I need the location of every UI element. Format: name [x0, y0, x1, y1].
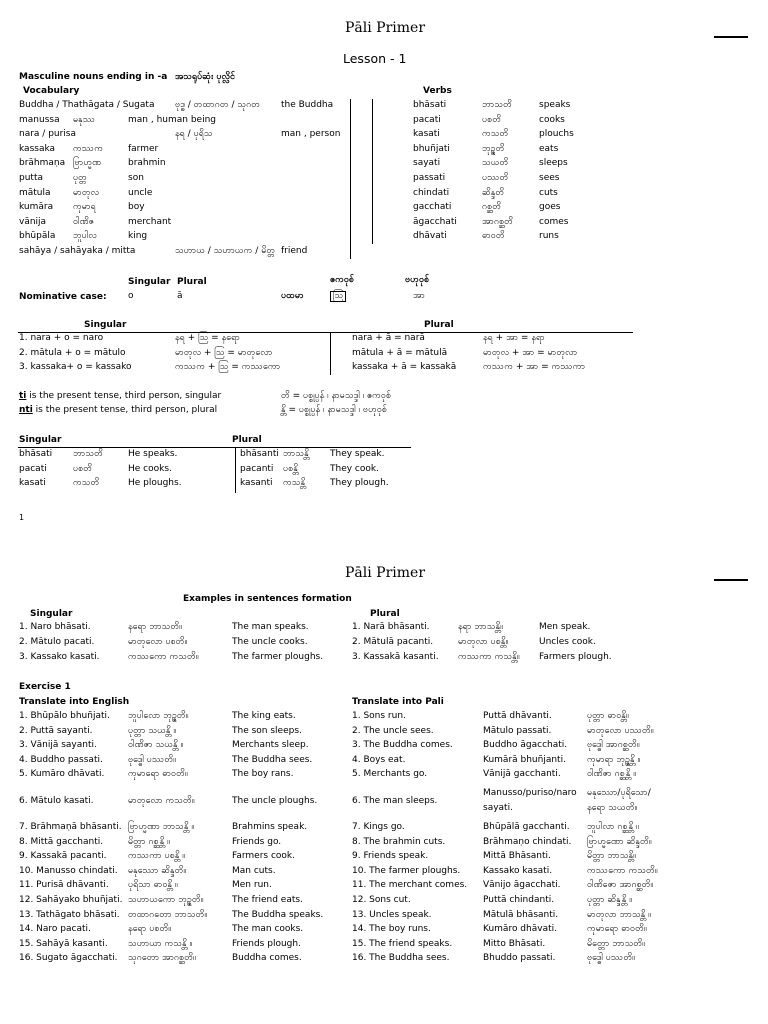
declension-singular-label: Singular — [84, 320, 127, 330]
exercise-myanmar-answer: ဘူပါလာ ဂစ္ဆန္တိ ။ — [587, 822, 639, 832]
exercise-pali: 14. Naro pacati. — [19, 924, 91, 935]
exercise-pali-answer: Vānijo āgacchati. — [483, 880, 561, 891]
exercise-row6-cell: Manusso/puriso/naro — [483, 788, 577, 798]
nominative-sing-ending: o — [128, 291, 134, 301]
ti-note-my: တိ = ပစ္စုပ္ပန် ၊ နာမသဒ္ဒါ ၊ ဧကဝုစ် — [281, 391, 392, 401]
exercise-myanmar-answer: ပုတ္တာ ဓာဝန္တိ။ — [587, 711, 629, 721]
exercise-pali: 4. Buddho passati. — [19, 754, 103, 765]
exercise-pali-answer: Bhuddo passati. — [483, 953, 556, 964]
exercise-pali: 11. Purisā dhāvanti. — [19, 880, 109, 891]
exercise-english: The son sleeps. — [232, 725, 302, 736]
conj-pali-plural: pacanti — [240, 463, 274, 474]
verb-myanmar: ဆိန္ဒတိ — [482, 187, 505, 198]
exercise-english-prompt: 3. The Buddha comes. — [352, 740, 453, 751]
exercise-pali-answer: Mātulo passati. — [483, 725, 552, 736]
declension-plural-my: မာတုလ + အာ = မာတုလာ — [483, 347, 578, 358]
verb-myanmar: အာဂစ္ဆတိ — [482, 216, 513, 227]
exercise-english-prompt: 9. Friends speak. — [352, 851, 429, 862]
declension-singular: 3. kassaka+ o = kassako — [19, 362, 132, 372]
exercise-pali-answer: Mittā Bhāsanti. — [483, 851, 551, 862]
example-pali-plural: 2. Mātulā pacanti. — [352, 637, 434, 647]
vocab-pali: mātula — [19, 187, 51, 198]
exercise-myanmar-answer: ကုမာရာ ဘုဉ္ဇန္တိ ။ — [587, 754, 641, 765]
nominative-singular-label: Singular — [128, 277, 171, 287]
ti-key: ti — [19, 391, 27, 401]
exercise-english-prompt: 1. Sons run. — [352, 711, 406, 721]
exercise-pali-answer: Vānijā gacchanti. — [483, 769, 561, 780]
verb-english: sleeps — [539, 158, 568, 169]
exercise-myanmar-answer: မိတ္တာ ဘာသန္တိ။ — [587, 851, 636, 862]
conj-english: He cooks. — [128, 463, 172, 474]
exercise-english: Brahmins speak. — [232, 822, 308, 832]
nti-note-text: is the present tense, third person, plural — [32, 405, 218, 415]
example-english: The man speaks. — [232, 622, 309, 632]
verb-english: runs — [539, 231, 559, 242]
exercise-english: The king eats. — [232, 711, 296, 721]
exercise-english-prompt: 16. The Buddha sees. — [352, 953, 450, 964]
example-myanmar-plural: နရာ ဘာသန္တိ။ — [458, 622, 503, 632]
vocab-pali: bhūpāla — [19, 231, 56, 242]
nominative-plur-my: အာ — [413, 291, 425, 301]
exercise-myanmar-answer: ဝါဏိဇာ ဂစ္ဆန္တိ ။ — [587, 769, 636, 780]
nominative-plural-label: Plural — [177, 277, 207, 287]
verbs-label: Verbs — [423, 86, 452, 96]
exercise-row6-cell: နရော သယတိ။ — [587, 803, 638, 813]
declension-plural-my: ကဿက + အာ = ကဿကာ — [483, 362, 586, 372]
exercise-row6-cell: မနုဿော/ပုရိသော/ — [587, 788, 651, 798]
exercise-english: The Buddha speaks. — [232, 909, 324, 920]
exercise-english: The boy rans. — [232, 769, 294, 780]
exercise-pali-answer: Mātulā bhāsanti. — [483, 909, 559, 920]
exercise-pali: 9. Kassakā pacanti. — [19, 851, 107, 862]
exercise-myanmar: မနုဿော ဆိန္ဒတိ။ — [128, 865, 187, 876]
exercise-myanmar-answer: မာတုလာ ဘာသန္တိ ။ — [587, 909, 651, 920]
vocab-myanmar: ဗုဒ္ဓ / တထာဂတ / သုဂတ — [175, 100, 261, 110]
vocab-english: friend — [281, 246, 308, 256]
exercise-english-prompt: 14. The boy runs. — [352, 924, 431, 935]
conj-pali-plural: kasanti — [240, 478, 273, 488]
verb-english: goes — [539, 202, 561, 213]
conj-english: He speaks. — [128, 449, 178, 459]
declension-plural: nara + ā = narā — [352, 333, 425, 343]
exercise-pali-answer: Buddho āgacchati. — [483, 740, 568, 751]
translate-english-label: Translate into English — [19, 697, 130, 707]
exercise-english-prompt: 12. Sons cut. — [352, 895, 411, 905]
exercise-pali: 12. Sahāyako bhuñjati. — [19, 895, 123, 905]
example-pali-plural: 1. Narā bhāsanti. — [352, 622, 430, 632]
conj-english: He ploughs. — [128, 478, 182, 488]
vocab-myanmar: နရ / ပုရိသ — [175, 129, 213, 140]
vocab-english: farmer — [128, 143, 159, 154]
vocab-pali: kassaka — [19, 143, 56, 154]
vocab-pali: kumāra — [19, 202, 54, 213]
verb-myanmar: ဘာသတိ — [482, 100, 512, 110]
bahuvacana-label: ဗဟုဝုစ် — [405, 275, 430, 285]
vocab-pali: Buddha / Thathāgata / Sugata — [19, 100, 155, 110]
lesson-title: Lesson - 1 — [343, 51, 407, 66]
vocab-myanmar: ဝါဏိဇ — [73, 216, 95, 227]
verb-divider — [372, 99, 373, 244]
vocab-pali: brāhmaṇa — [19, 158, 66, 169]
exercise-pali-answer: Mitto Bhāsati. — [483, 938, 546, 949]
section-heading: Masculine nouns ending in -a — [19, 72, 168, 82]
vocab-english: uncle — [128, 187, 153, 198]
exercise-pali-answer: Bhūpālā gacchanti. — [483, 822, 570, 832]
exercise-english: Men run. — [232, 880, 272, 891]
exercise-pali-answer: Brāhmaṇo chindati. — [483, 836, 572, 847]
conj-myanmar: ပစတိ — [73, 463, 92, 474]
vocab-pali: manussa — [19, 114, 60, 125]
exercise-myanmar: ဗြာဟ္မဏာ ဘာသန္တိ ။ — [128, 822, 195, 832]
exercise-english-prompt: 4. Boys eat. — [352, 754, 406, 765]
vocab-english: king — [128, 231, 148, 242]
vocabulary-label: Vocabulary — [23, 86, 80, 96]
declension-divider — [330, 332, 331, 375]
verb-pali: passati — [413, 173, 446, 183]
verb-english: sees — [539, 173, 560, 183]
exercise-english-prompt: 15. The friend speaks. — [352, 938, 453, 949]
example-english-plural: Men speak. — [539, 622, 591, 632]
exercise-pali: 13. Tathāgato bhāsati. — [19, 909, 120, 920]
declension-plural-my: နရ + အာ = နရာ — [483, 333, 545, 343]
verb-pali: āgacchati — [413, 216, 457, 227]
verb-pali: bhāsati — [413, 100, 447, 110]
conjugation-singular-label: Singular — [19, 435, 62, 445]
example-pali-plural: 3. Kassakā kasanti. — [352, 652, 439, 662]
exercise-pali: 16. Sugato āgacchati. — [19, 953, 118, 964]
exercise-myanmar: ကဿကာ ပစန္တိ ။ — [128, 851, 186, 862]
exercise-pali: 3. Vānijā sayanti. — [19, 740, 97, 751]
vocab-myanmar: ကုမာရ — [73, 202, 96, 213]
ti-note-text: is the present tense, third person, singular — [26, 391, 222, 401]
exercise-pali-answer: Puttā dhāvanti. — [483, 711, 552, 721]
example-myanmar-plural: ကဿကာ ကသန္တိ။ — [458, 652, 520, 662]
conj-myanmar: ဘာသတိ — [73, 449, 103, 459]
conj-myanmar: ကသတိ — [73, 478, 100, 488]
example-english: The uncle cooks. — [232, 637, 308, 647]
exercise-row6-cell: 6. The man sleeps. — [352, 796, 438, 806]
exercise-myanmar-answer: ဗုဒ္ဓေါ အာဂစ္ဆတိ။ — [587, 740, 640, 751]
verb-pali: gacchati — [413, 202, 452, 213]
exercise-myanmar: ပုတ္တာ သယန္တိ ။ — [128, 725, 177, 736]
conj-myanmar-plural: ဘာသန္တိ — [283, 449, 309, 459]
conj-pali: bhāsati — [19, 449, 53, 459]
conjugation-rule — [18, 447, 411, 448]
conj-myanmar-plural: ကသန္တိ — [283, 478, 306, 488]
vocab-divider — [350, 99, 351, 259]
exercise-myanmar-answer: ဗုဒ္ဓေါ ပဿတိ။ — [587, 953, 635, 964]
example-myanmar: ကဿကော ကသတိ။ — [128, 652, 199, 662]
exercise-pali: 5. Kumāro dhāvati. — [19, 769, 105, 780]
vocab-myanmar: ဗြာဟ္မဏ — [73, 158, 102, 169]
exercise-pali-answer: Kassako kasati. — [483, 865, 553, 876]
verb-myanmar: သယတိ — [482, 158, 509, 169]
exercise-myanmar: သဟာယာ ကသန္တိ ။ — [128, 938, 193, 949]
conj-pali-plural: bhāsanti — [240, 449, 279, 459]
verb-english: eats — [539, 143, 559, 154]
exercise-pali: 10. Manusso chindati. — [19, 865, 118, 876]
exercise-myanmar-answer: ကဿကော ကသတိ။ — [587, 865, 658, 876]
exercise-english: Man cuts. — [232, 865, 276, 876]
exercise-pali: 2. Puttā sayanti. — [19, 725, 93, 736]
verb-myanmar: ဂစ္ဆတိ — [482, 202, 501, 213]
nti-key: nti — [19, 405, 33, 415]
exercise-english: The Buddha sees. — [232, 754, 313, 765]
exercise-english-prompt: 5. Merchants go. — [352, 769, 428, 780]
declension-singular-my: မာတုလ + ဩ = မာတုလော — [175, 347, 273, 358]
exercise-pali: 1. Bhūpālo bhuñjati. — [19, 711, 110, 721]
exercise-english-prompt: 7. Kings go. — [352, 822, 405, 832]
ti-note — [19, 391, 221, 402]
nominative-case-label: Nominative case: — [19, 292, 107, 302]
declension-plural: kassaka + ā = kassakā — [352, 362, 457, 372]
vocab-myanmar: သဟာယ / သဟာယက / မိတ္တ — [175, 246, 276, 256]
example-pali: 2. Mātulo pacati. — [19, 637, 95, 647]
examples-plural-label: Plural — [370, 609, 400, 619]
vocab-english: merchant — [128, 216, 172, 227]
vocab-english: son — [128, 173, 144, 183]
declension-singular: 2. mātula + o = mātulo — [19, 347, 126, 358]
example-myanmar: မာတုလော ပစတိ။ — [128, 637, 188, 647]
exercise-myanmar: တထာဂတော ဘာသတိ။ — [128, 909, 208, 920]
conj-english-plural: They speak. — [330, 449, 385, 459]
page1-title: Pāli Primer — [345, 20, 426, 36]
example-myanmar-plural: မာတုလာ ပစန္တိ။ — [458, 637, 509, 647]
examples-singular-label: Singular — [30, 609, 73, 619]
ekavacana-label: ဧကဝုစ် — [330, 275, 354, 285]
verb-myanmar: ကသတိ — [482, 129, 509, 140]
exercise-row6-cell: 6. Mātulo kasati. — [19, 796, 94, 806]
exercise-english-prompt: 2. The uncle sees. — [352, 725, 434, 736]
verb-myanmar: ဓာဝတိ — [482, 231, 505, 242]
exercise-english: Merchants sleep. — [232, 740, 309, 751]
exercise-myanmar: ဝါဏိဇာ သယန္တိ ။ — [128, 740, 184, 751]
verb-english: cuts — [539, 187, 558, 198]
nti-note — [19, 405, 217, 416]
exercise-row6-cell: မာတုလော ကသတိ။ — [128, 796, 195, 806]
verb-english: cooks — [539, 114, 565, 125]
conj-myanmar-plural: ပစန္တိ — [283, 463, 298, 474]
exercise-myanmar: ဘူပါလော ဘုဉ္ဇတိ။ — [128, 711, 189, 721]
vocab-english: the Buddha — [281, 100, 334, 110]
exercise-pali: 8. Mittā gacchanti. — [19, 836, 104, 847]
vocab-myanmar: မနုဿ — [73, 114, 96, 125]
vocab-myanmar: ပုတ္တ — [73, 173, 87, 183]
exercise-myanmar: နရော ပစတိ။ — [128, 924, 171, 935]
example-english-plural: Uncles cook. — [539, 637, 596, 647]
conjugation-divider — [235, 447, 236, 493]
verb-english: speaks — [539, 100, 571, 110]
exercise-english-prompt: 11. The merchant comes. — [352, 880, 468, 891]
vocab-english: man , person — [281, 129, 341, 140]
declension-plural-label: Plural — [424, 320, 454, 330]
example-pali: 1. Naro bhāsati. — [19, 622, 91, 632]
exercise-english-prompt: 13. Uncles speak. — [352, 909, 432, 920]
exercise-row6-cell: sayati. — [483, 803, 513, 813]
vocab-english: man , human being — [128, 114, 216, 125]
header-rule — [714, 36, 748, 38]
example-myanmar: နရော ဘာသတိ။ — [128, 622, 182, 632]
verb-pali: kasati — [413, 129, 440, 140]
verb-pali: dhāvati — [413, 231, 447, 242]
exercise-myanmar: ကုမာရော ဓာဝတိ။ — [128, 769, 188, 780]
exercise-myanmar-answer: ကုမာရော ဓာဝတိ။ — [587, 924, 647, 935]
exercise-myanmar-answer: ဗြာဟ္မဏော ဆိန္ဒတိ။ — [587, 836, 652, 847]
verb-english: comes — [539, 216, 569, 227]
conj-pali: pacati — [19, 463, 47, 474]
conj-english-plural: They plough. — [330, 478, 389, 488]
exercise-english-prompt: 10. The farmer ploughs. — [352, 865, 461, 876]
verb-english: plouchs — [539, 129, 574, 140]
declension-singular: 1. nara + o = naro — [19, 333, 104, 343]
exercise-label: Exercise 1 — [19, 682, 71, 692]
example-pali: 3. Kassako kasati. — [19, 652, 100, 662]
exercise-english: The friend eats. — [232, 895, 303, 905]
exercise-english-prompt: 8. The brahmin cuts. — [352, 836, 446, 847]
exercise-myanmar-answer: မိတ္တော ဘာသတိ။ — [587, 938, 645, 949]
exercise-myanmar: မိတ္တာ ဂစ္ဆန္တိ ။ — [128, 836, 170, 847]
example-english: The farmer ploughs. — [232, 652, 324, 662]
verb-myanmar: ဘုဉ္ဇတိ — [482, 143, 505, 154]
exercise-pali: 7. Brāhmaṇā bhāsanti. — [19, 822, 122, 832]
exercise-myanmar-answer: ဝါဏိဇော အာဂစ္ဆတိ။ — [587, 880, 654, 891]
conj-english-plural: They cook. — [330, 463, 379, 474]
vocab-pali: sahāya / sahāyaka / mitta — [19, 246, 136, 256]
exercise-row6-cell: The uncle ploughs. — [232, 796, 318, 806]
exercise-myanmar-answer: ပုတ္တာ ဆိန္ဒန္တိ ။ — [587, 895, 632, 905]
exercise-english: Friends go. — [232, 836, 282, 847]
exercise-myanmar: ဗုဒ္ဓေါ ပဿတိ။ — [128, 754, 176, 765]
nti-note-my: န္တိ = ပစ္စုပ္ပန် ၊ နာမသဒ္ဒါ ၊ ဗဟုဝုစ် — [281, 405, 387, 415]
exercise-english: Friends plough. — [232, 938, 301, 949]
pathama-label: ပထမာ — [281, 291, 304, 301]
exercise-pali-answer: Puttā chindanti. — [483, 895, 555, 905]
verb-myanmar: ပစတိ — [482, 114, 501, 125]
translate-pali-label: Translate into Pali — [352, 697, 444, 707]
vocab-myanmar: ကဿက — [73, 143, 104, 154]
page2-title: Pāli Primer — [345, 565, 426, 581]
exercise-english: Farmers cook. — [232, 851, 295, 862]
exercise-english: The man cooks. — [232, 924, 304, 935]
declension-singular-my: နရ + ဩ = နရော — [175, 333, 240, 343]
declension-plural: mātula + ā = mātulā — [352, 347, 448, 358]
vocab-pali: putta — [19, 173, 43, 183]
exercise-pali-answer: Kumārā bhuñjanti. — [483, 754, 566, 765]
nominative-sing-my: ဩ — [330, 291, 346, 302]
verb-pali: chindati — [413, 187, 450, 198]
vocab-english: boy — [128, 202, 145, 213]
verb-myanmar: ပဿတိ — [482, 173, 509, 183]
exercise-myanmar: ပုရိသာ ဓာဝန္တိ ။ — [128, 880, 178, 891]
exercise-pali-answer: Kumāro dhāvati. — [483, 924, 557, 935]
vocab-pali: vānija — [19, 216, 47, 227]
vocab-myanmar: မာတုလ — [73, 187, 100, 198]
example-english-plural: Farmers plough. — [539, 652, 612, 662]
vocab-pali: nara / purisa — [19, 129, 77, 140]
exercise-english: Buddha comes. — [232, 953, 302, 964]
declension-singular-my: ကဿက + ဩ = ကဿကော — [175, 362, 281, 372]
vocab-myanmar: ဘူပါလ — [73, 231, 97, 242]
section-heading-my: အသရုပ်ဆုံး ပုလ္လိင် — [175, 72, 235, 82]
conj-pali: kasati — [19, 478, 46, 488]
conjugation-plural-label: Plural — [232, 435, 262, 445]
exercise-pali: 15. Sahāyā kasanti. — [19, 938, 108, 949]
verb-pali: sayati — [413, 158, 441, 169]
vocab-english: brahmin — [128, 158, 166, 169]
exercise-myanmar: သဟာယကော ဘုဉ္ဇတိ။ — [128, 895, 204, 905]
exercise-myanmar-answer: မာတုလော ပဿတိ။ — [587, 725, 654, 736]
examples-heading: Examples in sentences formation — [183, 594, 352, 604]
verb-pali: pacati — [413, 114, 441, 125]
page-number: 1 — [19, 513, 25, 522]
header-rule-2 — [714, 579, 748, 581]
exercise-myanmar: သုဂတော အာဂစ္ဆတိ။ — [128, 953, 196, 964]
verb-pali: bhuñjati — [413, 143, 450, 154]
nominative-plur-ending: ā — [177, 291, 183, 301]
